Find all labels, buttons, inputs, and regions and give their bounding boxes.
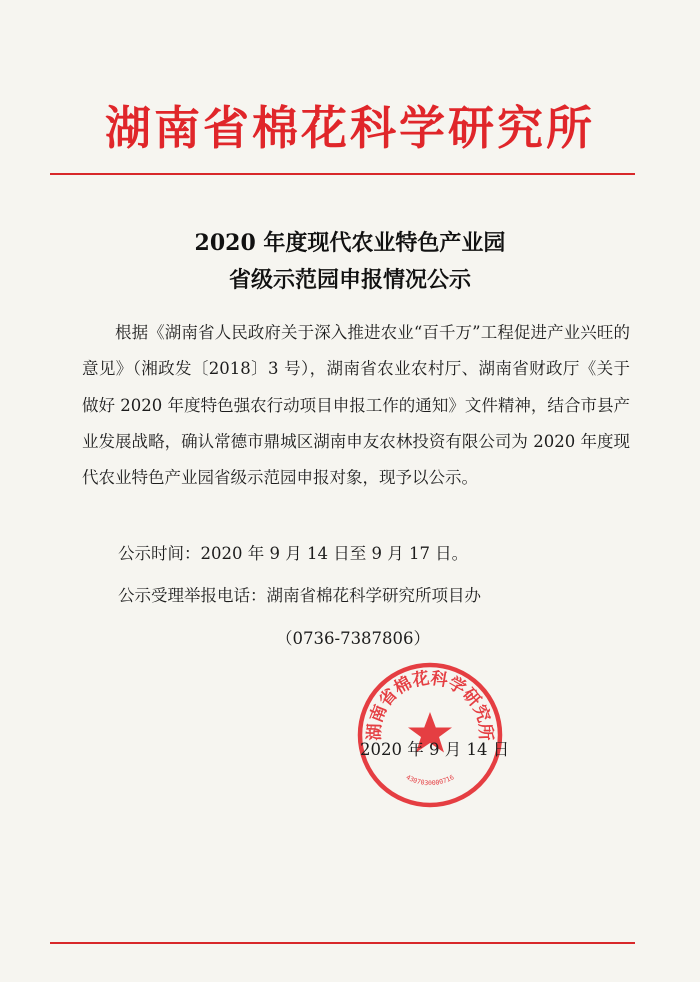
header-divider: [50, 173, 635, 175]
seal-serial: 4307030000716: [404, 773, 456, 788]
document-title-line-2: 省级示范园申报情况公示: [228, 267, 471, 293]
document-title-line-1: 2020 年度现代农业特色产业园: [194, 230, 506, 256]
footer-divider: [50, 942, 635, 944]
body-paragraph: 根据《湖南省人民政府关于深入推进农业“百千万”工程促进产业兴旺的意见》（湘政发〔2018〕3 号），湖南省农业农村厅、湖南省财政厅《关于做好 2020 年度特色强农行动项目申报工作的通知》文件精神，结合市县产业发展战略，确认常德市鼎城区湖南申友农林投资有限公司为 2020 年度现代农业特色产业园省级示范园申报对象，现予以公示。: [82, 323, 630, 488]
seal-text: 湖南省棉花科学研究所: [364, 668, 496, 741]
notice-time: 公示时间：2020 年 9 月 14 日至 9 月 17 日。: [118, 544, 469, 563]
document-date: 2020 年 9 月 14 日: [360, 740, 510, 759]
phone-number: （0736-7387806）: [276, 629, 431, 648]
report-contact: 公示受理举报电话：湖南省棉花科学研究所项目办: [118, 586, 481, 605]
organization-header: 湖南省棉花科学研究所: [105, 101, 595, 155]
official-seal: [355, 660, 505, 810]
